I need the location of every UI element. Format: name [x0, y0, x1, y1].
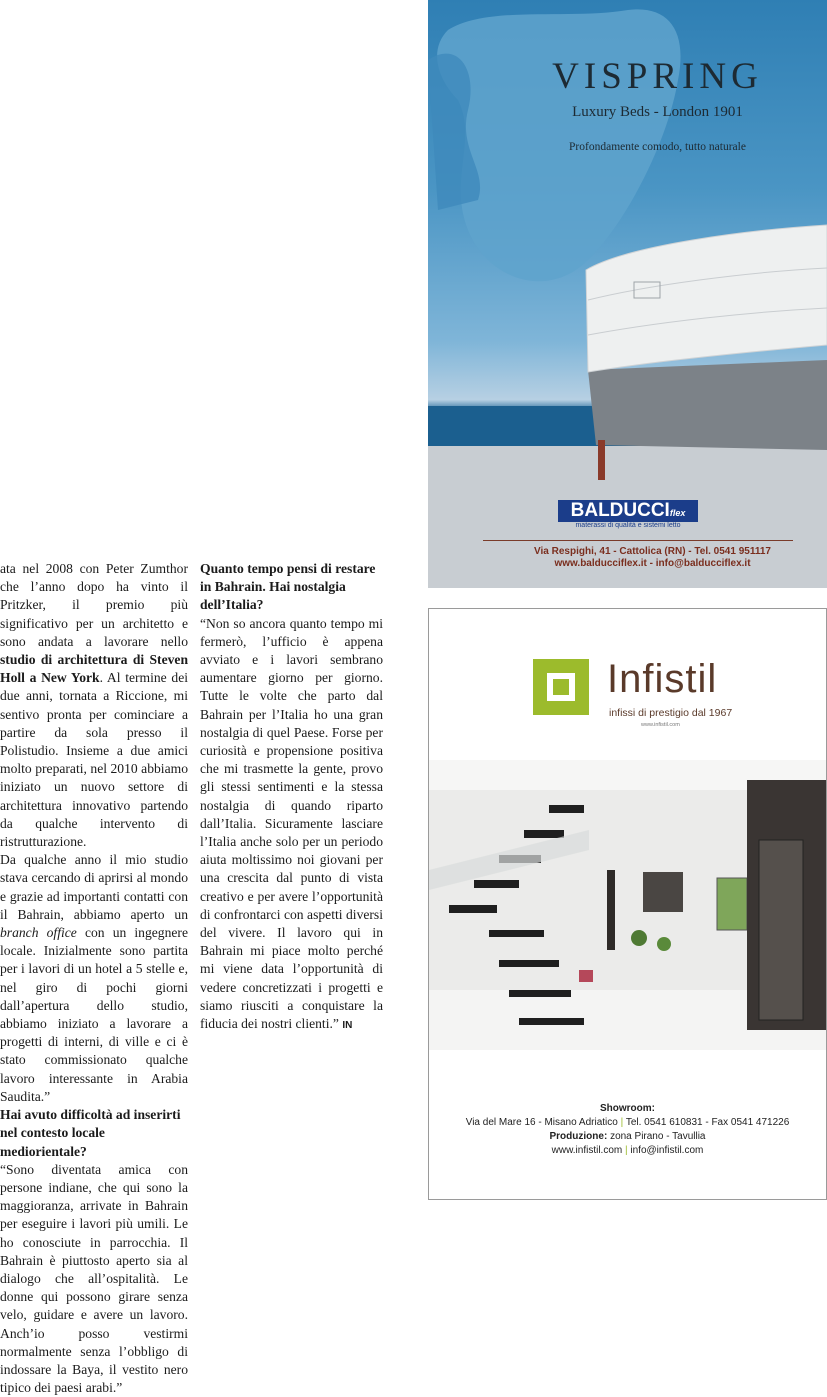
balducci-logo-subtitle: materassi di qualità e sistemi letto	[575, 522, 681, 529]
article-column-2	[200, 560, 383, 1035]
production-line	[429, 1131, 826, 1142]
article-text: ata nel 2008 con Peter Zumthor che l’anno dopo ha vinto il Pritzker, il premio più significativo per un architetto e sono andata a lavorare nello	[0, 561, 188, 649]
answer-text: “Non so ancora quanto tempo mi fermerò, l’ufficio è appena avviato e i lavori sembrano aumentare giorno per giorno. Tutte le volte che parto dal Bahrain per l’Italia ho una gran nostalgia di quel Paese. Forse per curiosità e propensione positiva che mi trasmette la gente, provo gli stessi sentimenti e la stessa nostalgia di quando riparto dall’Italia. Sicuramente lasciare l’Italia anche solo per un periodo aiuta moltissimo noi giovani per una crescita dal punto di vista creativo e per avere l’opportunità di confrontarci con aspetti diversi del vivere. Il lavoro qui in Bahrain mi piace molto perché mi viene data l’opportunità di vedere concretizzati i progetti e siamo riusciti a conquistare la fiducia dei nostri clienti.”	[200, 615, 383, 1032]
dealer-website: www.balducciflex.it - info@balducciflex.it	[554, 558, 751, 569]
balducci-logo-word	[558, 500, 698, 522]
showroom-address-line	[429, 1117, 826, 1128]
handbag	[579, 970, 593, 982]
interview-question: Quanto tempo pensi di restare in Bahrain. Hai nostalgia dell’Italia?	[200, 561, 376, 613]
interview-question: Hai avuto difficoltà ad inserirti nel contesto locale mediorientale?	[0, 1107, 181, 1159]
article-text: Da qualche anno il mio studio stava cercando di aprirsi al mondo e grazie ad importanti contatti con il Bahrain, abbiamo aperto un	[0, 852, 188, 922]
infistil-advertisement	[428, 608, 827, 1200]
wall-panel	[643, 872, 683, 912]
separator: |	[625, 1145, 628, 1156]
article-emphasis: studio di architettura di Steven Holl a New York	[0, 652, 188, 686]
interview-answer: “Sono diventata amica con persone indiane, che qui sono la maggioranza, arrivate in Bahrain per eseguire i lavori più umili. Le ho conosciute in parrocchia. Il Bahrain è piuttosto aperto sia al dialogo che all’ospitalità. Le donne qui possono girare senza velo, guidare e avere un lavoro. Anch’io posso vestirmi normalmente senza l’obbligo di indossare la Baya, il vestito nero tipico dei paesi arabi.”	[0, 1161, 188, 1396]
plant	[631, 930, 647, 946]
balducci-logo	[558, 500, 698, 530]
production-label: Produzione:	[549, 1131, 608, 1142]
infistil-email: info@infistil.com	[630, 1145, 704, 1156]
balducci-logo-text: BALDUCCI	[570, 500, 670, 521]
infistil-logo-text: Infistil	[607, 657, 718, 701]
bed-leg	[598, 440, 605, 480]
article-text: . Al termine dei due anni, tornata a Riccione, mi sentivo pronta per cominciare a partire da sola presso il Polistudio. Insieme a due amici molto preparati, nel 2010 abbiamo iniziato un nuovo settore di architettura innovativo partendo da qualche intervento di ristrutturazione.	[0, 670, 188, 850]
divider-line	[483, 540, 793, 541]
bed-base	[588, 360, 827, 450]
showroom-address: Via del Mare 16 - Misano Adriatico	[465, 1117, 618, 1128]
vispring-slogan: Profondamente comodo, tutto naturale	[569, 141, 746, 153]
production-place: zona Pirano - Tavullia	[610, 1131, 706, 1142]
plant	[657, 937, 671, 951]
infistil-website: www.infistil.com	[551, 1145, 623, 1156]
balducci-logo-suffix: flex	[669, 508, 686, 518]
dealer-address: Via Respighi, 41 - Cattolica (RN) - Tel. 0541 951117	[534, 546, 771, 557]
separator: |	[620, 1117, 624, 1128]
article-paragraph	[0, 560, 188, 851]
vispring-tagline: Luxury Beds - London 1901	[572, 104, 743, 120]
vispring-logo: VISPRING	[552, 56, 763, 97]
infistil-logo-icon	[533, 659, 589, 715]
article-paragraph	[0, 851, 188, 1106]
article-text: con un ingegnere locale. Inizialmente sono partita per i lavori di un hotel a 5 stelle e, nel giro di pochi giorni dall’apertura dello studio, abbiamo iniziato a lavorare a progetti di interni, di ville e ci è stato commissionato qualche lavoro interessante in Arabia Saudita.”	[0, 925, 188, 1104]
infistil-tagline: infissi di prestigio dal 1967	[609, 707, 733, 719]
article-end-signature: IN	[342, 1020, 353, 1032]
window	[717, 878, 747, 930]
showroom-label: Showroom:	[600, 1103, 655, 1114]
article-column-1	[0, 560, 188, 1397]
infistil-small-url: www.infistil.com	[641, 722, 680, 728]
interior-photo	[429, 760, 826, 1050]
vispring-advertisement	[428, 0, 827, 588]
door	[759, 840, 803, 1020]
contact-line	[429, 1145, 826, 1156]
mattress	[586, 225, 827, 372]
phone-fax: Tel. 0541 610831 - Fax 0541 471226	[625, 1117, 790, 1128]
interview-answer	[200, 615, 383, 1036]
article-italic: branch office	[0, 925, 77, 941]
